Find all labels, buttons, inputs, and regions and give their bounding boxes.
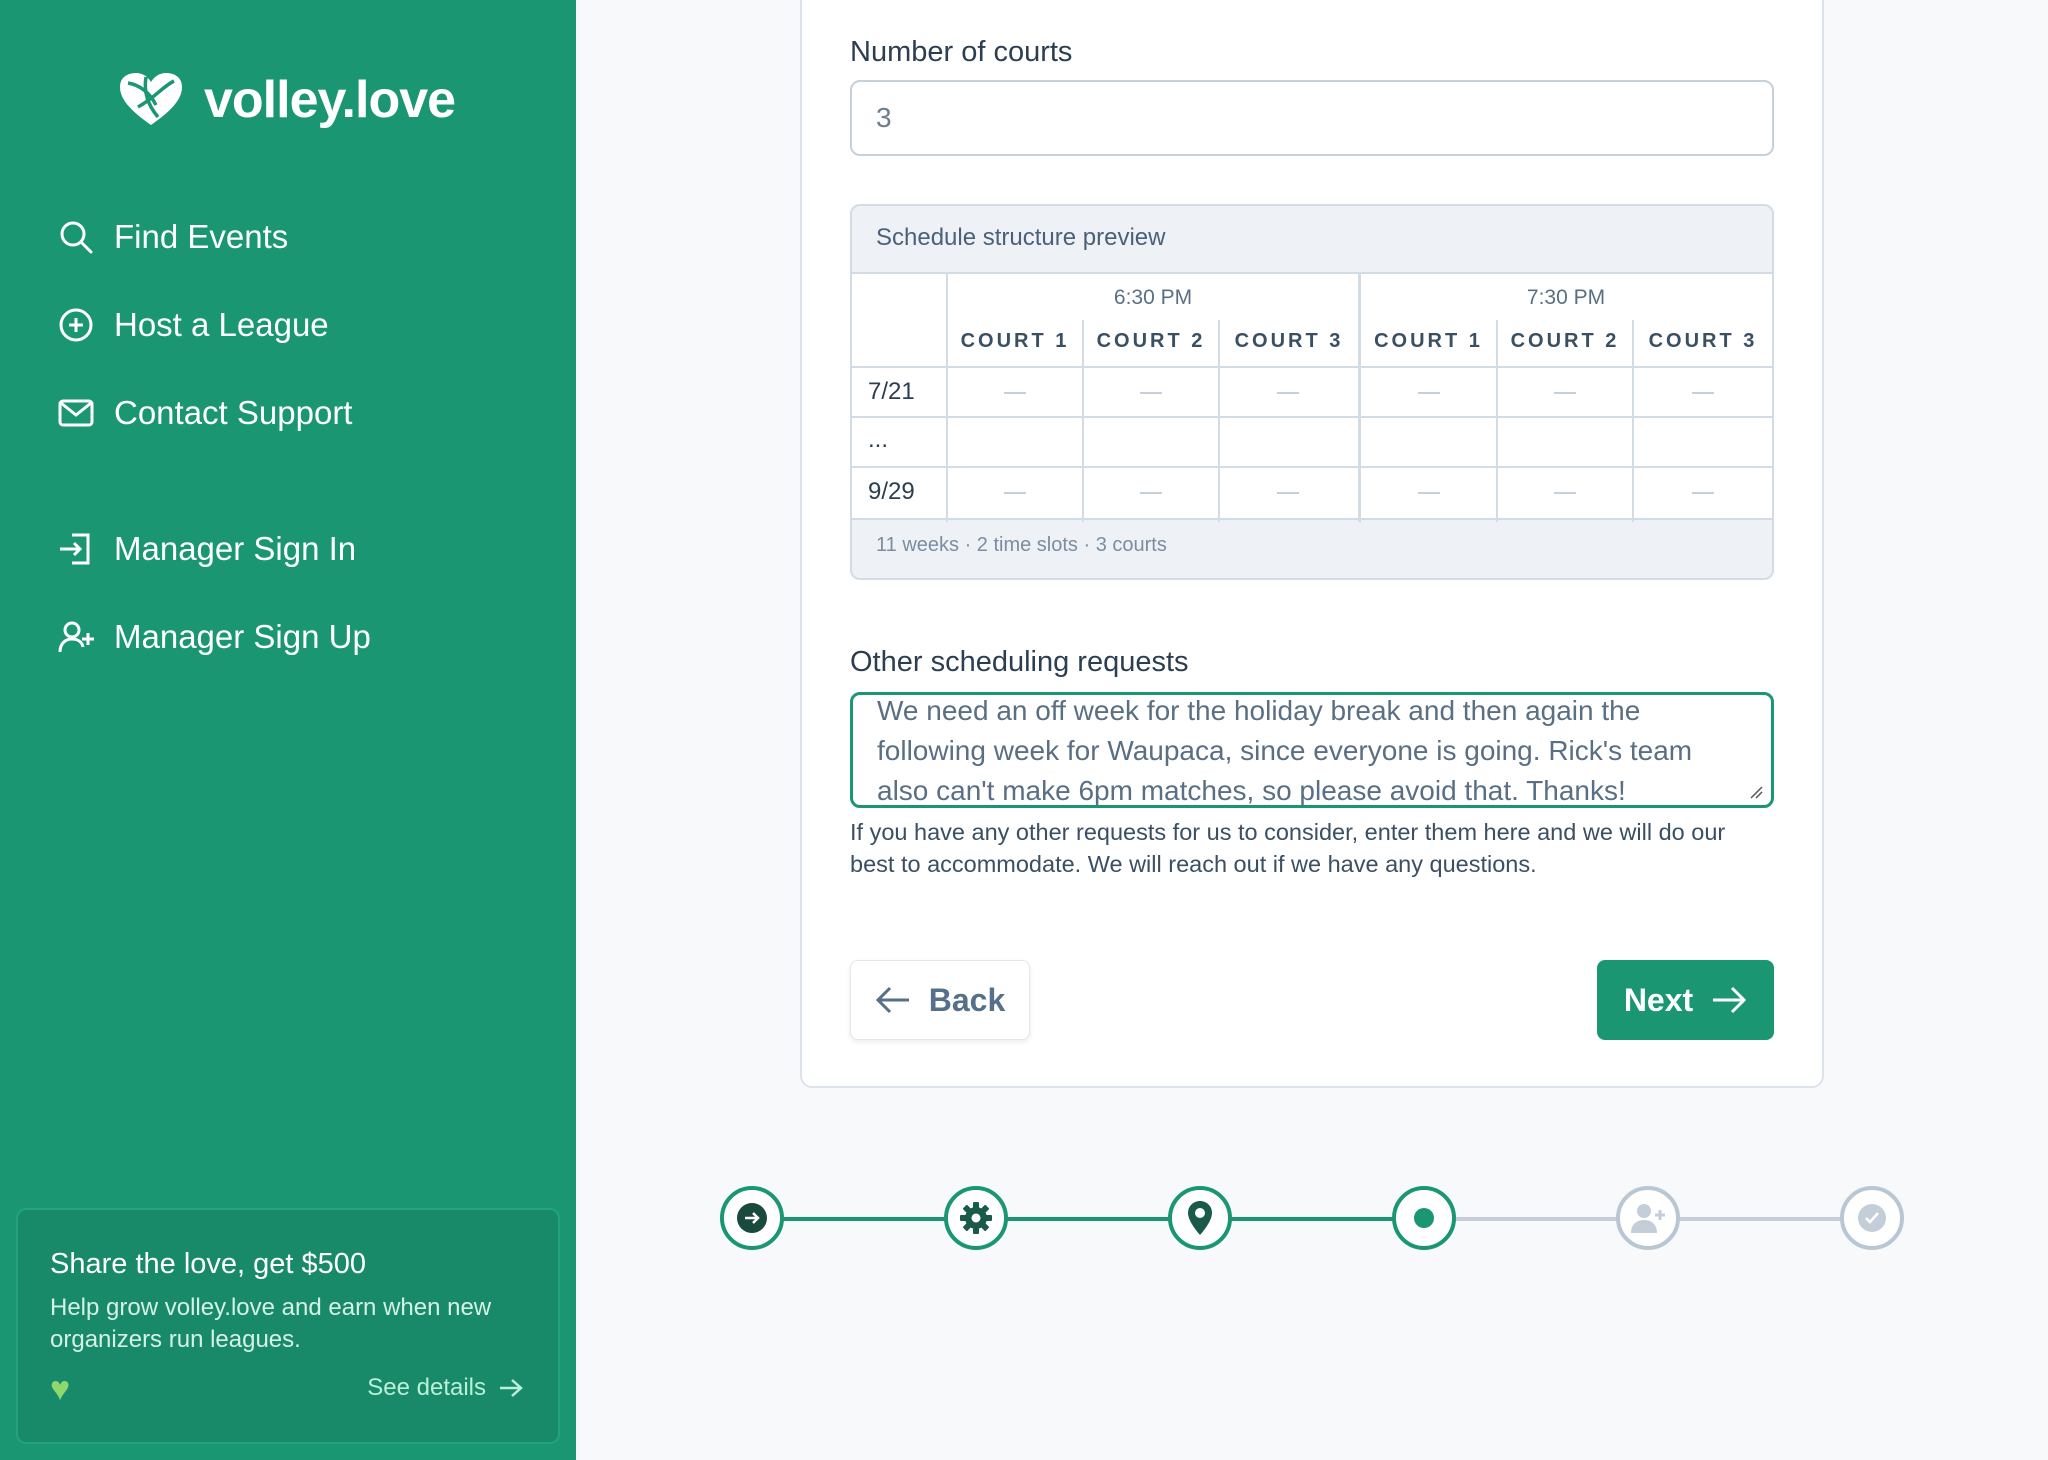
sign-in-icon	[58, 531, 94, 567]
plus-circle-icon	[58, 307, 94, 343]
empty-cell-dash	[1277, 492, 1299, 494]
nav-manager-sign-in-label: Manager Sign In	[114, 530, 357, 567]
mail-icon	[58, 395, 94, 431]
empty-cell-dash	[1277, 392, 1299, 394]
stepper-connector	[1228, 1217, 1396, 1221]
arrow-right-icon	[498, 1377, 524, 1399]
location-pin-icon	[1185, 1200, 1215, 1236]
next-button[interactable]	[1597, 960, 1774, 1040]
time-slot-label: 7:30 PM	[1526, 286, 1606, 309]
grid-line	[1358, 274, 1361, 522]
nav-contact-support-label: Contact Support	[114, 394, 353, 431]
grid-line	[946, 274, 948, 522]
stepper-connector	[1452, 1217, 1620, 1221]
add-user-icon	[58, 619, 94, 655]
nav-manager-sign-up-label: Manager Sign Up	[114, 618, 371, 655]
empty-cell-dash	[1004, 392, 1026, 394]
schedule-grid	[852, 272, 1772, 520]
add-person-icon	[1630, 1202, 1666, 1234]
court-header: COURT 2	[1096, 330, 1206, 352]
other-requests-textarea[interactable]	[850, 692, 1774, 808]
empty-cell-dash	[1418, 492, 1440, 494]
schedule-preview-title: Schedule structure preview	[876, 224, 1166, 251]
empty-cell-dash	[1418, 392, 1440, 394]
other-requests-text: We need an off week for the holiday break and then again the following week for Waupaca, since everyone is going. Rick's team also can't make 6pm matches, so please avoid that. Thanks!	[877, 695, 1693, 806]
empty-cell-dash	[1004, 492, 1026, 494]
empty-cell-dash	[1554, 392, 1576, 394]
gear-icon	[959, 1201, 993, 1235]
step-3[interactable]	[1168, 1186, 1232, 1250]
see-details-label: See details	[367, 1374, 486, 1401]
back-button-label: Back	[928, 981, 1006, 1018]
schedule-preview	[850, 204, 1774, 580]
nav-contact-support[interactable]	[58, 394, 352, 432]
court-header: COURT 1	[960, 330, 1070, 352]
back-button[interactable]	[850, 960, 1030, 1040]
time-slot-label: 6:30 PM	[1113, 286, 1193, 309]
step-4-current[interactable]	[1392, 1186, 1456, 1250]
grid-line	[852, 466, 1772, 468]
search-icon	[58, 219, 94, 255]
arrow-left-icon	[875, 985, 911, 1015]
nav-host-league[interactable]	[58, 306, 329, 344]
court-header: COURT 3	[1234, 330, 1344, 352]
green-heart-icon: ♥	[50, 1370, 71, 1408]
promo-text: Help grow volley.love and earn when new organizers run leagues.	[50, 1294, 492, 1353]
arrow-right-icon	[1711, 985, 1747, 1015]
promo-title: Share the love, get $500	[50, 1248, 367, 1280]
empty-cell-dash	[1554, 492, 1576, 494]
other-requests-label: Other scheduling requests	[850, 646, 1189, 678]
step-1[interactable]	[720, 1186, 784, 1250]
check-circle-icon	[1857, 1203, 1887, 1233]
see-details-link[interactable]	[367, 1374, 524, 1402]
row-date: 9/29	[868, 478, 915, 505]
step-2[interactable]	[944, 1186, 1008, 1250]
step-6[interactable]	[1840, 1186, 1904, 1250]
arrow-circle-icon	[736, 1202, 768, 1234]
court-header: COURT 1	[1374, 330, 1483, 352]
resize-handle-icon[interactable]	[1749, 785, 1763, 799]
nav-host-league-label: Host a League	[114, 306, 329, 343]
court-header: COURT 3	[1648, 330, 1758, 352]
sidebar	[0, 0, 576, 1460]
grid-line	[852, 416, 1772, 418]
empty-cell-dash	[1692, 392, 1714, 394]
row-date: ...	[868, 426, 889, 453]
stepper-connector	[780, 1217, 948, 1221]
grid-line	[852, 366, 1772, 368]
other-requests-help: If you have any other requests for us to consider, enter them here and we will do our best to accommodate. We will reach out if we have any questions.	[850, 819, 1726, 877]
empty-cell-dash	[1692, 492, 1714, 494]
next-button-label: Next	[1623, 981, 1694, 1018]
brand-logo[interactable]	[116, 70, 455, 130]
stepper-connector	[1676, 1217, 1844, 1221]
nav-find-events[interactable]	[58, 218, 288, 256]
current-step-dot-icon	[1413, 1207, 1435, 1229]
courts-label: Number of courts	[850, 36, 1073, 68]
nav-manager-sign-in[interactable]	[58, 530, 356, 568]
courts-input[interactable]	[850, 80, 1774, 156]
schedule-summary: 11 weeks · 2 time slots · 3 courts	[876, 534, 1167, 556]
court-header: COURT 2	[1510, 330, 1620, 352]
brand-name: volley.love	[204, 71, 456, 129]
empty-cell-dash	[1140, 392, 1162, 394]
empty-cell-dash	[1140, 492, 1162, 494]
volleyball-heart-icon	[116, 71, 186, 129]
nav-find-events-label: Find Events	[114, 218, 289, 255]
stepper-connector	[1004, 1217, 1172, 1221]
referral-promo-card	[16, 1208, 560, 1444]
progress-stepper	[720, 1186, 1904, 1252]
nav-manager-sign-up[interactable]	[58, 618, 371, 656]
step-5[interactable]	[1616, 1186, 1680, 1250]
row-date: 7/21	[868, 378, 915, 405]
